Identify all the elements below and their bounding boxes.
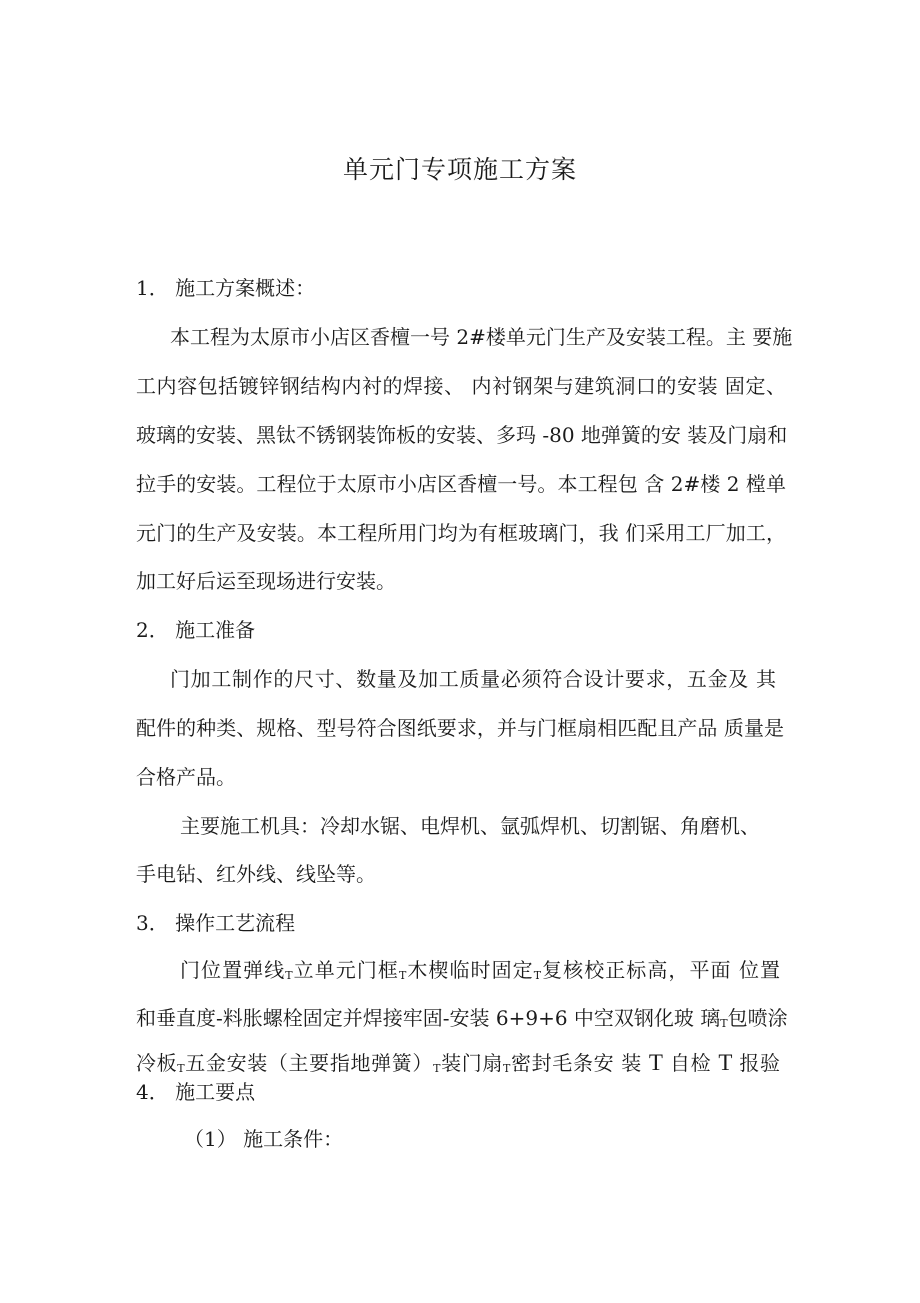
flow-arrow: T xyxy=(285,969,293,982)
flow-step: 自检 xyxy=(670,1051,712,1075)
flow-arrow: T xyxy=(398,969,407,982)
section-1-heading: 1． 施工方案概述： xyxy=(136,276,316,300)
flow-arrow: T xyxy=(648,1050,663,1075)
paragraph-line: 门加工制作的尺寸、数量及加工质量必须符合设计要求，五金及 其 xyxy=(170,667,776,691)
process-flow-line xyxy=(136,1006,788,1034)
section-3-heading: 3． 操作工艺流程 xyxy=(136,911,296,935)
section-4-heading: 4． 施工要点 xyxy=(136,1080,256,1104)
flow-arrow: T xyxy=(503,1062,511,1075)
flow-arrow: T xyxy=(718,1050,733,1075)
section-2-heading: 2． 施工准备 xyxy=(136,618,256,642)
flow-step: 和垂直度-料胀螺栓固定并焊接牢固-安装 6+9+6 中空双钢化玻 璃 xyxy=(136,1006,721,1030)
paragraph-line: 配件的种类、规格、型号符合图纸要求，并与门框扇相匹配且产品 质量是 xyxy=(136,716,784,740)
paragraph-line: 合格产品。 xyxy=(136,765,236,789)
flow-step: 冷板 xyxy=(136,1051,178,1075)
flow-step: 报验 xyxy=(739,1051,781,1075)
flow-arrow: T xyxy=(433,1062,441,1075)
flow-step: 门位置弹线 xyxy=(180,958,286,982)
flow-arrow: T xyxy=(533,969,542,982)
process-flow-line xyxy=(136,1051,780,1079)
paragraph-line: 工内容包括镀锌钢结构内衬的焊接、 内衬钢架与建筑洞口的安装 固定、 xyxy=(136,374,786,398)
paragraph-line: 本工程为太原市小店区香檀一号 2#楼单元门生产及安装工程。主 要施 xyxy=(170,325,793,349)
paragraph-line: 拉手的安装。工程位于太原市小店区香檀一号。本工程包 含 2#楼 2 樘单 xyxy=(136,472,786,496)
paragraph-line: 元门的生产及安装。本工程所用门均为有框玻璃门，我 们采用工厂加工， xyxy=(136,521,786,545)
flow-step: 包喷涂 xyxy=(727,1006,788,1030)
process-flow-line xyxy=(180,958,780,986)
flow-arrow: T xyxy=(177,1062,185,1075)
paragraph-line: 玻璃的安装、黑钛不锈钢装饰板的安装、多玛 -80 地弹簧的安 装及门扇和 xyxy=(136,423,788,447)
flow-step: 木楔临时固定 xyxy=(406,958,534,982)
paragraph-line: 手电钻、红外线、线坠等。 xyxy=(136,862,376,886)
flow-step: 复核校正标高，平面 位置 xyxy=(541,958,781,982)
flow-step: 装门扇 xyxy=(440,1051,504,1075)
flow-step: 五金安装（主要指地弹簧） xyxy=(184,1051,434,1075)
flow-arrow: T xyxy=(720,1017,728,1030)
paragraph-line: 主要施工机具：冷却水锯、电焊机、氩弧焊机、切割锯、角磨机、 xyxy=(180,814,760,838)
flow-step: 密封毛条安 装 xyxy=(510,1051,642,1075)
subsection-heading: （1） 施工条件： xyxy=(184,1127,344,1151)
paragraph-line: 加工好后运至现场进行安装。 xyxy=(136,569,396,593)
flow-step: 立单元门框 xyxy=(292,958,399,982)
page-title: 单元门专项施工方案 xyxy=(342,155,577,184)
